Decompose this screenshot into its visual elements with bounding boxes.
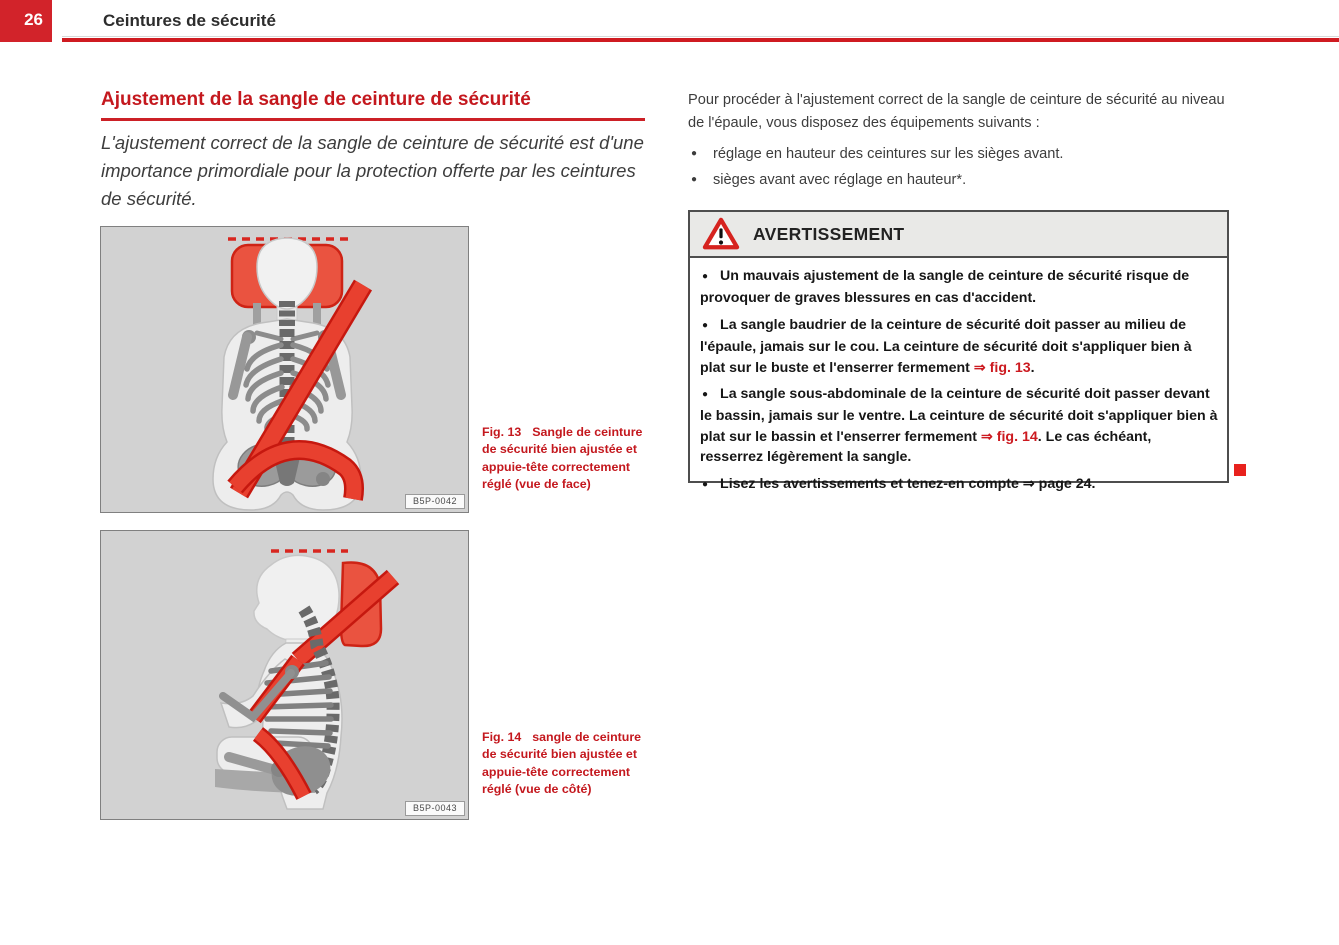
header-divider-light <box>62 36 1339 37</box>
page-number-box <box>0 0 52 42</box>
warning-title: AVERTISSEMENT <box>753 223 905 244</box>
warning-item: ● Un mauvais ajustement de la sangle de ceinture de sécurité risque de provoquer de graves blessures en cas d'accident. <box>700 268 1190 307</box>
body-paragraph: Pour procéder à l'ajustement correct de la sangle de ceinture de sécurité au niveau de l'épaule, vous disposez des équipements suivants : <box>688 92 1225 131</box>
bullet-icon: ● <box>702 389 709 401</box>
chapter-title: Ceintures de sécurité <box>103 11 276 30</box>
header-divider-red <box>62 38 1339 42</box>
figure-14-image <box>100 530 469 820</box>
figure-14-code: B5P-0043 <box>405 801 465 816</box>
figure-14-caption-text: sangle de ceinture de sécurité bien ajustée et appuie-tête correctement réglé (vue de côté) <box>482 730 642 797</box>
warning-item: ● La sangle baudrier de la ceinture de sécurité doit passer au milieu de l'épaule, jamais sur le cou. La ceinture de sécurité doit s'appliquer bien à plat sur le buste et l'enserrer fermement ⇒ fig. 13. <box>700 316 1192 376</box>
section-end-marker <box>1234 464 1246 476</box>
warning-triangle-icon <box>702 217 740 251</box>
bullet-icon: ● <box>702 319 709 331</box>
figure-13-code: B5P-0042 <box>405 494 465 509</box>
cross-reference-link-fig14[interactable]: ⇒ fig. 14 <box>980 428 1038 445</box>
figure-14-label: Fig. 14 <box>482 730 522 744</box>
figure-13-image <box>100 226 469 513</box>
warning-box <box>688 210 1229 492</box>
warning-body <box>690 258 1227 508</box>
figure-13-caption-text: Sangle de ceinture de sécurité bien ajustée et appuie-tête correctement réglé (vue de face) <box>482 425 643 492</box>
seatbelt-front-view-illustration <box>101 227 468 512</box>
page-number: 26 <box>24 10 43 29</box>
figure-14-caption <box>482 729 656 799</box>
seatbelt-side-view-illustration <box>101 531 468 819</box>
warning-item: ● La sangle sous-abdominale de la ceinture de sécurité doit passer devant le bassin, jamais sur le ventre. La ceinture de sécurité doit s'appliquer bien à plat sur le bassin et l'enserrer fermement ⇒ fig. 14. Le cas échéant, resserrez légèrement la sangle. <box>700 386 1218 466</box>
equipment-list <box>688 146 1236 198</box>
cross-reference-link-fig13[interactable]: ⇒ fig. 13 <box>973 359 1031 376</box>
section-intro: L'ajustement correct de la sangle de ceinture de sécurité est d'une importance primordiale pour la protection offerte par les ceintures de sécurité. <box>101 132 644 209</box>
figure-13-label: Fig. 13 <box>482 425 522 439</box>
list-item: ● réglage en hauteur des ceintures sur les sièges avant. <box>688 146 1236 162</box>
figure-13-caption <box>482 424 656 494</box>
warning-item: ● Lisez les avertissements et tenez-en compte ⇒ page 24. <box>700 474 1218 496</box>
section-title: Ajustement de la sangle de ceinture de sécurité <box>101 89 645 121</box>
bullet-icon: ● <box>702 271 709 282</box>
warning-header <box>690 212 1227 258</box>
bullet-icon: ● <box>702 478 709 490</box>
list-item: ● sièges avant avec réglage en hauteur*. <box>688 172 1236 188</box>
